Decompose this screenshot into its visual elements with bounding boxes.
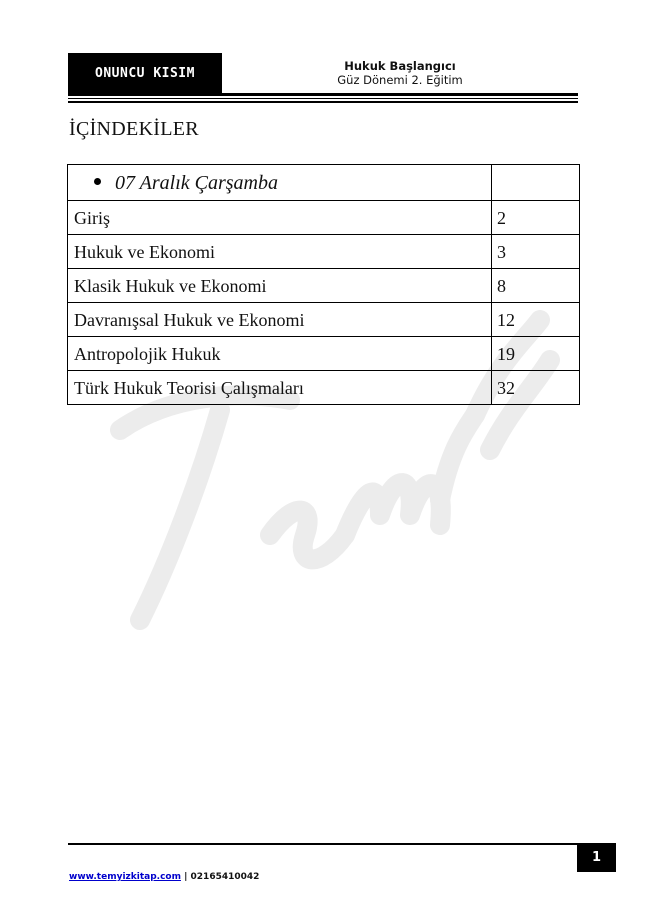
table-row [68,201,580,235]
table-row [68,269,580,303]
header-rule-top [68,93,578,96]
toc-entry-title[interactable]: Antropolojik Hukuk [68,337,492,371]
footer-phone: 02165410042 [190,872,260,882]
toc-table [67,164,580,405]
toc-entry-page: 3 [492,235,580,269]
toc-entry-page: 12 [492,303,580,337]
footer [69,872,259,882]
footer-website-link[interactable]: www.temyizkitap.com [69,872,181,882]
toc-entry-title[interactable]: Türk Hukuk Teorisi Çalışmaları [68,371,492,405]
toc-entry-page: 32 [492,371,580,405]
page-number: 1 [591,850,602,865]
toc-entry-title[interactable]: Klasik Hukuk ve Ekonomi [68,269,492,303]
toc-heading: İÇİNDEKİLER [69,118,199,140]
section-tab-label: ONUNCU KISIM [95,65,195,81]
toc-entry-page: 2 [492,201,580,235]
document-header [300,59,500,88]
toc-entry-page: 8 [492,269,580,303]
table-row [68,371,580,405]
header-rule-mid [68,98,578,99]
header-subtitle: Güz Dönemi 2. Eğitim [337,73,463,87]
header-rule-bottom [68,101,578,103]
footer-separator: | [180,872,191,882]
toc-entry-page: 19 [492,337,580,371]
toc-section [74,172,278,194]
toc-section-cell [68,165,492,201]
toc-section-label: 07 Aralık Çarşamba [115,171,278,194]
toc-section-page [492,165,580,201]
table-row [68,303,580,337]
toc-section-row [68,165,580,201]
section-tab [68,53,222,93]
table-row [68,337,580,371]
header-title: Hukuk Başlangıcı [344,59,456,73]
table-row [68,235,580,269]
page-number-box [577,843,616,872]
toc-entry-title[interactable]: Davranışsal Hukuk ve Ekonomi [68,303,492,337]
toc-entry-title[interactable]: Hukuk ve Ekonomi [68,235,492,269]
toc-entry-title[interactable]: Giriş [68,201,492,235]
footer-rule [68,843,580,845]
bullet-icon [94,178,101,185]
